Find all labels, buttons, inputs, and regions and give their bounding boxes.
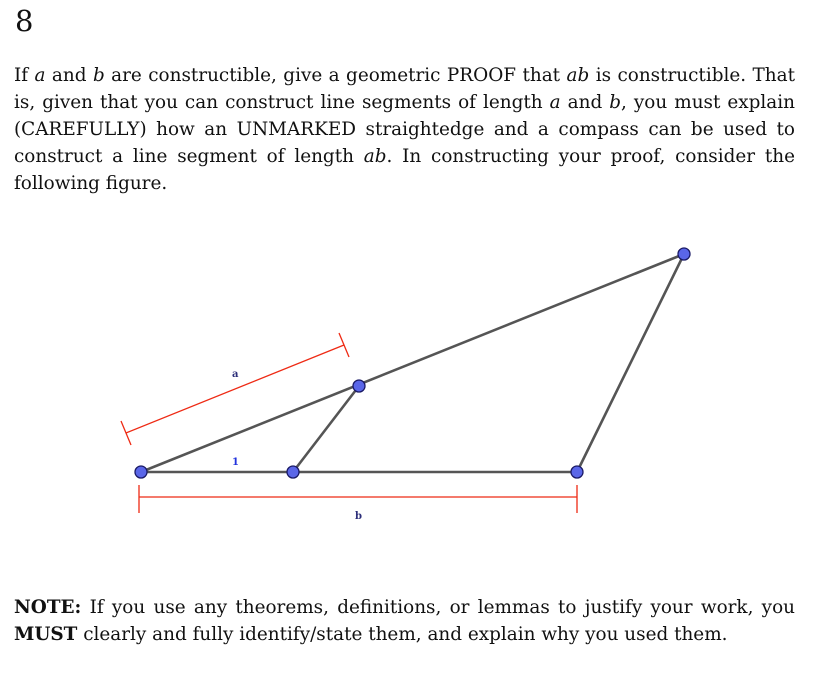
parallel-segment-large — [577, 254, 684, 472]
measure-b — [139, 485, 577, 513]
measure-a — [121, 333, 349, 445]
label-b: b — [355, 511, 362, 522]
point-a — [353, 380, 365, 392]
ray-segment — [141, 254, 684, 472]
point-origin — [135, 466, 147, 478]
point-b — [571, 466, 583, 478]
point-ab — [678, 248, 690, 260]
label-one: 1 — [232, 457, 239, 468]
problem-number: 8 — [15, 4, 34, 38]
point-unit — [287, 466, 299, 478]
label-a: a — [232, 369, 239, 380]
problem-prompt: If a and b are constructible, give a geometric PROOF that ab is constructible. That is, given that you can construct line segments of length a and b, you must explain (CAREFULLY) how an UNMARKED straightedge and a compass can be used to construct a line segment of length ab. In constructing your proof, consider the following figure. — [14, 65, 795, 194]
note-paragraph: NOTE: If you use any theorems, definitions, or lemmas to justify your work, you MUST clearly and fully identify/state them, and explain why you used them. — [14, 597, 795, 645]
